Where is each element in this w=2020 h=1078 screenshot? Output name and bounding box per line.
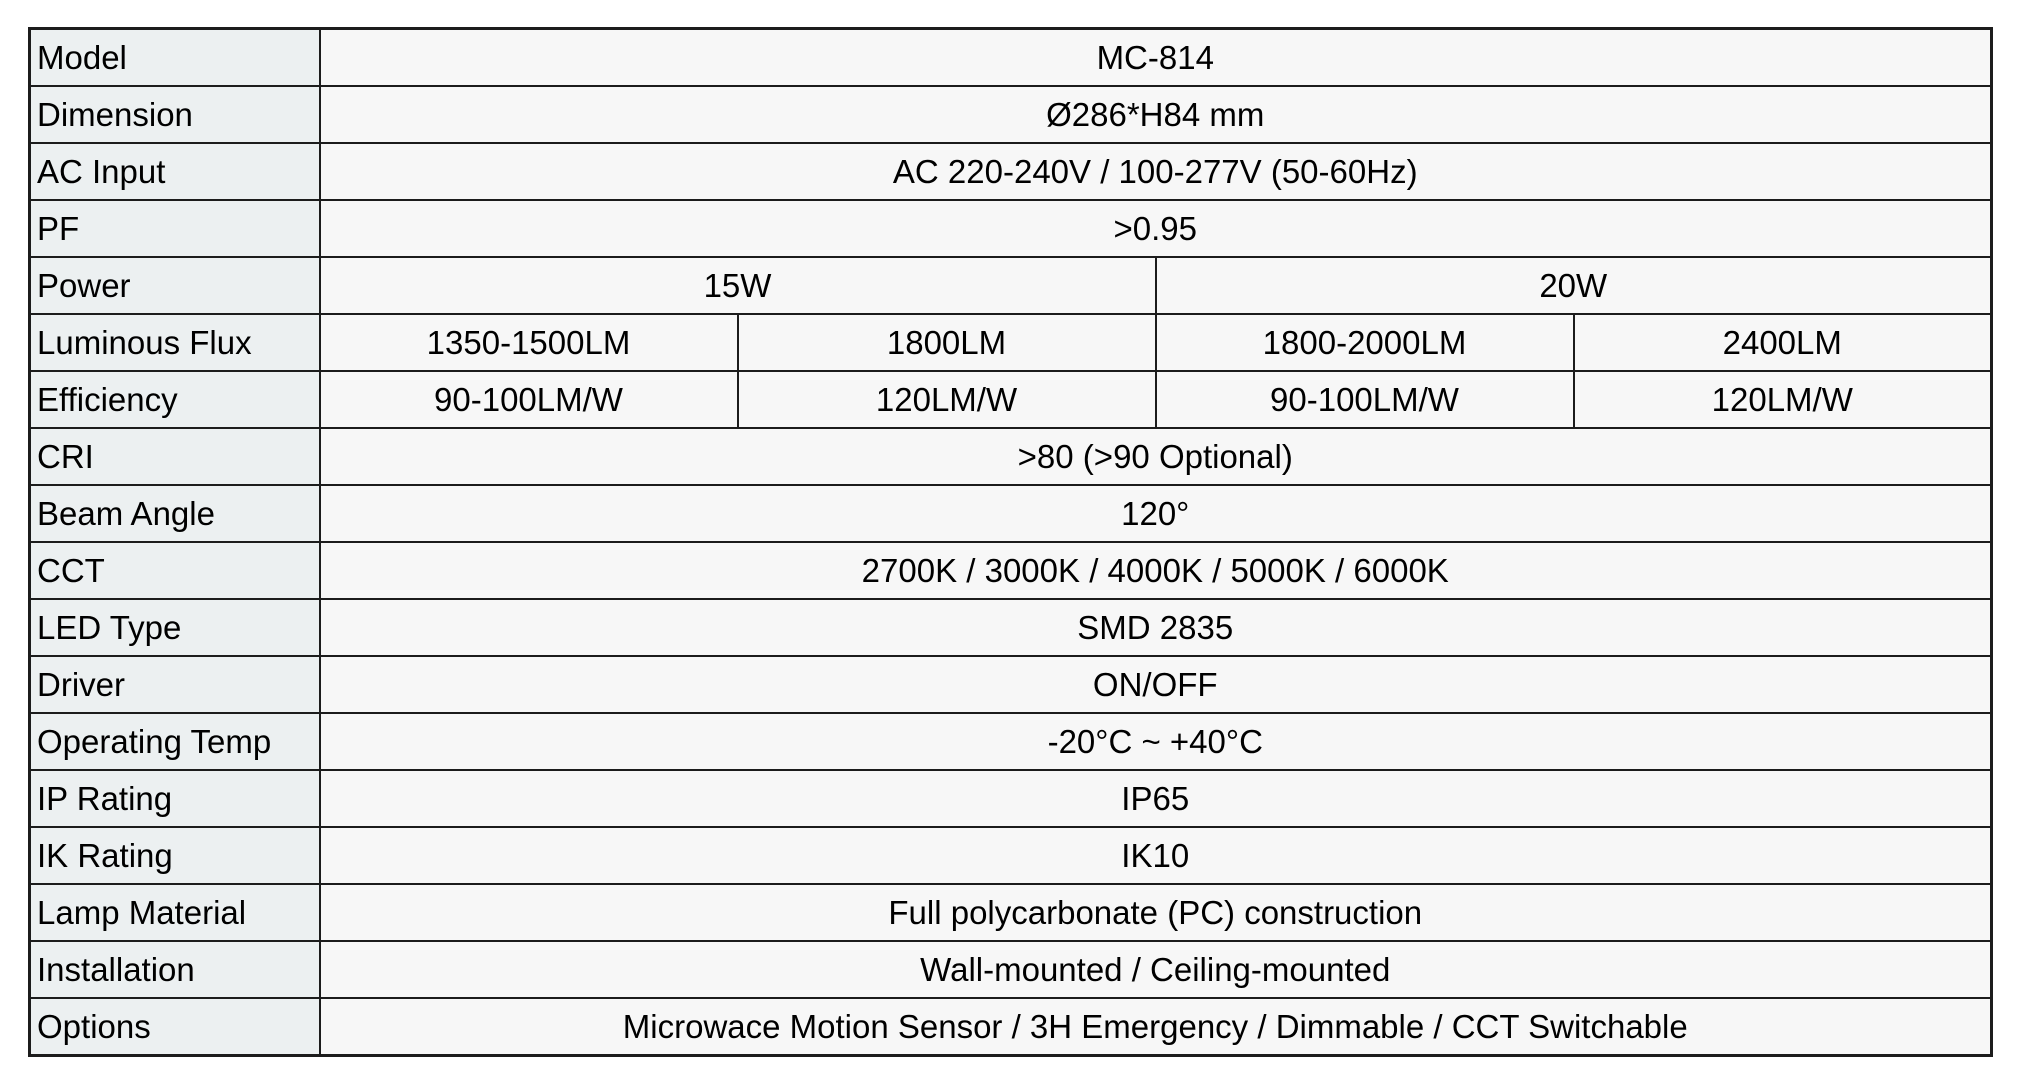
row-label: Efficiency — [30, 371, 320, 428]
row-value: Ø286*H84 mm — [320, 86, 1992, 143]
row-value: 120LM/W — [738, 371, 1156, 428]
row-value: 90-100LM/W — [1156, 371, 1574, 428]
row-value: 1800-2000LM — [1156, 314, 1574, 371]
row-value: 1350-1500LM — [320, 314, 738, 371]
row-label: Model — [30, 29, 320, 87]
table-row — [30, 998, 1992, 1056]
table-row — [30, 542, 1992, 599]
row-value: 2400LM — [1574, 314, 1992, 371]
table-row — [30, 827, 1992, 884]
row-label: Power — [30, 257, 320, 314]
table-row — [30, 770, 1992, 827]
spec-table-body — [30, 29, 1992, 1056]
row-label: Driver — [30, 656, 320, 713]
row-value: 2700K / 3000K / 4000K / 5000K / 6000K — [320, 542, 1992, 599]
table-row — [30, 257, 1992, 314]
row-label: Dimension — [30, 86, 320, 143]
table-row — [30, 314, 1992, 371]
table-row — [30, 713, 1992, 770]
row-value: >80 (>90 Optional) — [320, 428, 1992, 485]
table-row — [30, 656, 1992, 713]
table-row — [30, 143, 1992, 200]
row-label: CCT — [30, 542, 320, 599]
table-row — [30, 485, 1992, 542]
row-label: Installation — [30, 941, 320, 998]
row-value: 90-100LM/W — [320, 371, 738, 428]
table-row — [30, 29, 1992, 87]
table-row — [30, 371, 1992, 428]
row-label: Luminous Flux — [30, 314, 320, 371]
table-row — [30, 884, 1992, 941]
spec-table — [28, 27, 1993, 1057]
row-value: MC-814 — [320, 29, 1992, 87]
row-label: PF — [30, 200, 320, 257]
row-label: LED Type — [30, 599, 320, 656]
row-value: 1800LM — [738, 314, 1156, 371]
row-value: SMD 2835 — [320, 599, 1992, 656]
table-row — [30, 941, 1992, 998]
row-label: Lamp Material — [30, 884, 320, 941]
row-label: Beam Angle — [30, 485, 320, 542]
table-row — [30, 86, 1992, 143]
row-label: CRI — [30, 428, 320, 485]
row-value: >0.95 — [320, 200, 1992, 257]
row-value: -20°C ~ +40°C — [320, 713, 1992, 770]
row-value: Microwace Motion Sensor / 3H Emergency / Dimmable / CCT Switchable — [320, 998, 1992, 1056]
row-value: IP65 — [320, 770, 1992, 827]
row-label: AC Input — [30, 143, 320, 200]
row-value: ON/OFF — [320, 656, 1992, 713]
row-label: IP Rating — [30, 770, 320, 827]
row-value: Full polycarbonate (PC) construction — [320, 884, 1992, 941]
table-row — [30, 599, 1992, 656]
row-value: AC 220-240V / 100-277V (50-60Hz) — [320, 143, 1992, 200]
row-value: 20W — [1156, 257, 1992, 314]
table-row — [30, 200, 1992, 257]
row-value: 15W — [320, 257, 1156, 314]
row-label: Operating Temp — [30, 713, 320, 770]
row-value: IK10 — [320, 827, 1992, 884]
row-value: 120LM/W — [1574, 371, 1992, 428]
row-label: Options — [30, 998, 320, 1056]
table-row — [30, 428, 1992, 485]
row-label: IK Rating — [30, 827, 320, 884]
row-value: Wall-mounted / Ceiling-mounted — [320, 941, 1992, 998]
row-value: 120° — [320, 485, 1992, 542]
